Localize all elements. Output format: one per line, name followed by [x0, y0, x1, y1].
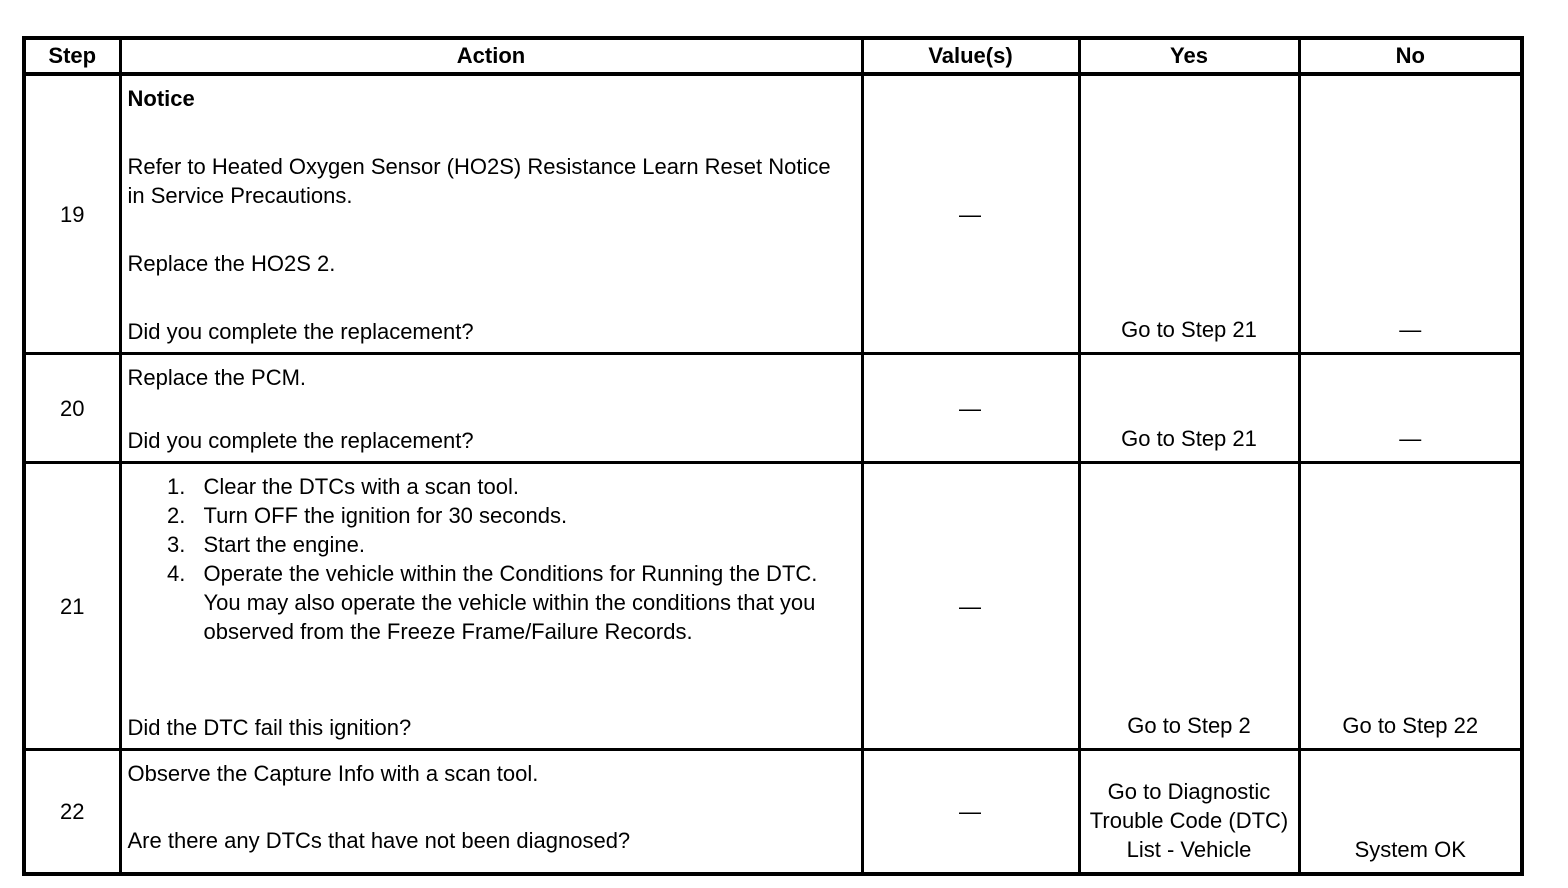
no-cell: System OK	[1299, 750, 1522, 874]
action-question: Did you complete the replacement?	[127, 428, 474, 453]
yes-cell: Go to Step 21	[1079, 74, 1299, 354]
column-header-yes: Yes	[1079, 38, 1299, 74]
action-content	[128, 363, 853, 455]
action-step-item: 4. Operate the vehicle within the Conditions for Running the DTC. You may also operate the vehicle within the conditions that you observed from the Freeze Frame/Failure Records.	[192, 559, 853, 646]
no-cell: —	[1299, 74, 1522, 354]
action-steps-list	[128, 472, 853, 646]
action-text: Replace the HO2S 2.	[127, 251, 336, 276]
value-cell: —	[862, 354, 1079, 463]
column-header-step: Step	[24, 38, 120, 74]
yes-cell: Go to Step 21	[1079, 354, 1299, 463]
step-number: 19	[24, 74, 120, 354]
table-row-step-19	[24, 74, 1522, 354]
notice-label: Notice	[127, 86, 195, 111]
action-cell	[120, 463, 862, 750]
table-row-step-20	[24, 354, 1522, 463]
value-cell: —	[862, 750, 1079, 874]
table-row-step-21	[24, 463, 1522, 750]
action-content	[128, 759, 853, 855]
header-row	[24, 38, 1522, 74]
action-text: Refer to Heated Oxygen Sensor (HO2S) Resistance Learn Reset Notice in Service Precautions.	[127, 154, 831, 208]
value-cell: —	[862, 74, 1079, 354]
diagnostic-table	[22, 36, 1524, 876]
action-step-item: 2. Turn OFF the ignition for 30 seconds.	[192, 501, 853, 530]
column-header-values: Value(s)	[862, 38, 1079, 74]
action-step-item: 1. Clear the DTCs with a scan tool.	[192, 472, 853, 501]
step-number: 20	[24, 354, 120, 463]
no-cell: Go to Step 22	[1299, 463, 1522, 750]
action-cell	[120, 750, 862, 874]
yes-cell: Go to Step 2	[1079, 463, 1299, 750]
table-row-step-22	[24, 750, 1522, 874]
action-cell	[120, 354, 862, 463]
value-cell: —	[862, 463, 1079, 750]
no-cell: —	[1299, 354, 1522, 463]
column-header-action: Action	[120, 38, 862, 74]
column-header-no: No	[1299, 38, 1522, 74]
yes-cell: Go to Diagnostic Trouble Code (DTC) List - Vehicle	[1079, 750, 1299, 874]
action-question: Are there any DTCs that have not been diagnosed?	[127, 828, 631, 853]
step-number: 21	[24, 463, 120, 750]
action-step-item: 3. Start the engine.	[192, 530, 853, 559]
step-number: 22	[24, 750, 120, 874]
action-cell	[120, 74, 862, 354]
action-question: Did the DTC fail this ignition?	[127, 715, 412, 740]
action-text: Replace the PCM.	[127, 365, 307, 390]
action-content	[128, 472, 853, 742]
action-question: Did you complete the replacement?	[127, 319, 474, 344]
action-content	[128, 84, 853, 346]
action-text: Observe the Capture Info with a scan tool.	[127, 761, 539, 786]
